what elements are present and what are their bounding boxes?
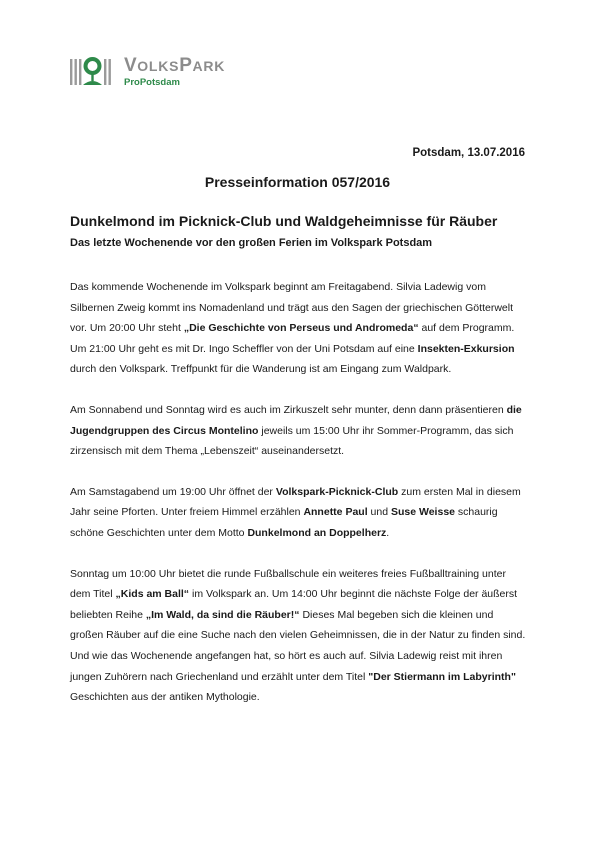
press-title: Presseinformation 057/2016 <box>204 174 391 190</box>
date-line: Potsdam, 13.07.2016 <box>412 147 525 159</box>
logo-subtitle: ProPotsdam <box>124 77 180 88</box>
paragraph-friday: Das kommende Wochenende im Volkspark beginnt am Freitagabend. Silvia Ladewig vom Silbernen Zweig kommt ins Nomadenland und trägt aus den Sagen der griechischen Götterwelt vor. Um 20:00 Uhr steht „Die Geschichte von Perseus und Andromeda“ auf dem Programm. Um 21:00 Uhr geht es mit Dr. Ingo Scheffler von der Uni Potsdam auf eine Insekten-Exkursion durch den Volkspark. Treffpunkt für die Wanderung ist am Eingang zum Waldpark. <box>70 281 515 376</box>
headline: Dunkelmond im Picknick-Club und Waldgeheimnisse für Räuber <box>70 213 498 229</box>
paragraph-circus: Am Sonnabend und Sonntag wird es auch im Zirkuszelt sehr munter, denn dann präsentieren die Jugendgruppen des Circus Montelino jeweils um 15:00 Uhr ihr Sommer-Programm, das sich zirzensisch mit dem Thema „Lebenszeit“ auseinandersetzt. <box>70 403 522 458</box>
volkspark-logo <box>70 55 270 91</box>
logo-title: VOLKSPARK <box>124 55 226 76</box>
paragraph-sunday: Sonntag um 10:00 Uhr bietet die runde Fußballschule ein weiteres freies Fußballtraining unter dem Titel „Kids am Ball“ im Volkspark an. Um 14:00 Uhr beginnt die nächste Folge der äußerst beliebten Reihe „Im Wald, da sind die Räuber!“ Dieses Mal begeben sich die kleinen und großen Räuber auf die eine Suche nach den vielen Geheimnissen, die in der Natur zu finden sind. Und wie das Wochenende angefangen hat, so hört es auch auf. Silvia Ladewig reist mit ihren jungen Zuhörern nach Griechenland und erzählt unter dem Titel "Der Stiermann im Labyrinth" Geschichten aus der antiken Mythologie. <box>70 567 526 704</box>
paragraph-picnic-club: Am Samstagabend um 19:00 Uhr öffnet der Volkspark-Picknick-Club zum ersten Mal in diesem Jahr seine Pforten. Unter freiem Himmel erzählen Annette Paul und Suse Weisse schaurig schöne Geschichten unter dem Motto Dunkelmond an Doppelherz. <box>70 485 521 539</box>
article-body <box>70 277 526 728</box>
volkspark-tree-fence-icon <box>70 55 114 87</box>
subheadline: Das letzte Wochenende vor den großen Ferien im Volkspark Potsdam <box>70 237 433 249</box>
